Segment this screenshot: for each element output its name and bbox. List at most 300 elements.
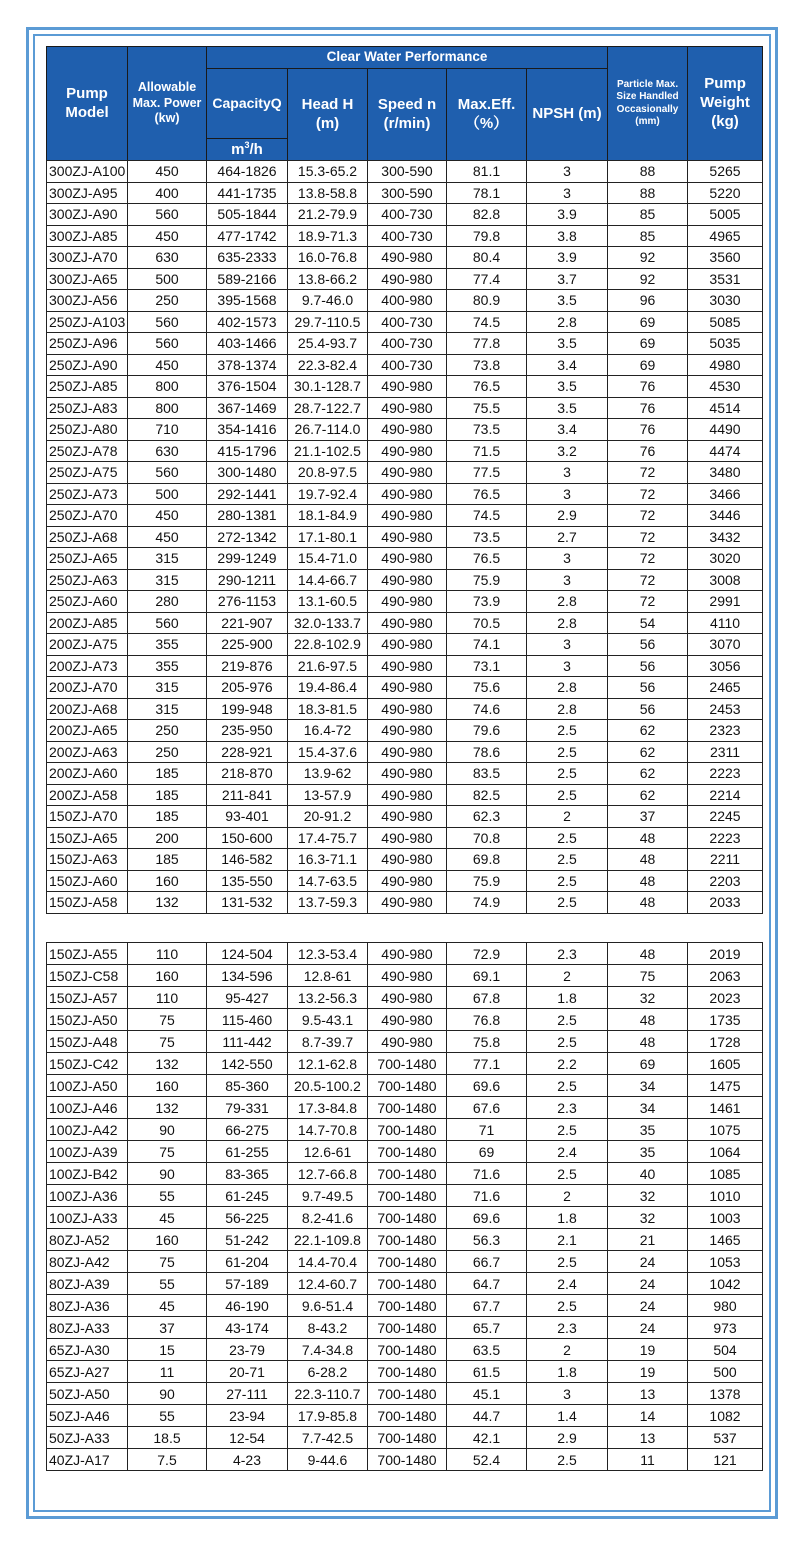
cell-head: 13.9-62 [288,763,368,785]
table-row [47,161,763,183]
cell-model: 40ZJ-A17 [47,1449,128,1471]
cell-npsh: 3.5 [527,397,608,419]
cell-power: 55 [128,1185,207,1207]
cell-capacity: 219-876 [207,655,288,677]
cell-model: 150ZJ-A70 [47,806,128,828]
cell-capacity: 4-23 [207,1449,288,1471]
table-row [47,419,763,441]
header-head: Head H (m) [288,69,368,161]
cell-npsh: 1.8 [527,1207,608,1229]
table-row [47,677,763,699]
cell-head: 32.0-133.7 [288,612,368,634]
cell-npsh: 3.4 [527,354,608,376]
cell-head: 22.8-102.9 [288,634,368,656]
cell-head: 9.5-43.1 [288,1009,368,1031]
cell-head: 16.3-71.1 [288,849,368,871]
cell-capacity: 477-1742 [207,225,288,247]
cell-capacity: 131-532 [207,892,288,914]
cell-weight: 2211 [688,849,763,871]
cell-head: 15.4-71.0 [288,548,368,570]
cell-head: 13.8-58.8 [288,182,368,204]
cell-capacity: 57-189 [207,1273,288,1295]
cell-weight: 1735 [688,1009,763,1031]
cell-head: 17.3-84.8 [288,1097,368,1119]
cell-capacity: 51-242 [207,1229,288,1251]
cell-head: 13.1-60.5 [288,591,368,613]
cell-weight: 504 [688,1339,763,1361]
cell-npsh: 2.4 [527,1141,608,1163]
cell-weight: 2245 [688,806,763,828]
table-row [47,462,763,484]
cell-power: 110 [128,943,207,965]
table-header [46,46,763,161]
cell-capacity: 276-1153 [207,591,288,613]
table-row [47,333,763,355]
cell-model: 200ZJ-A58 [47,784,128,806]
cell-power: 75 [128,1009,207,1031]
cell-npsh: 2.5 [527,827,608,849]
cell-speed: 700-1480 [368,1383,447,1405]
cell-weight: 2063 [688,965,763,987]
cell-power: 250 [128,290,207,312]
cell-particle: 69 [608,311,688,333]
cell-speed: 700-1480 [368,1163,447,1185]
cell-weight: 5005 [688,204,763,226]
cell-capacity: 61-204 [207,1251,288,1273]
cell-speed: 700-1480 [368,1053,447,1075]
cell-power: 185 [128,784,207,806]
cell-weight: 500 [688,1361,763,1383]
cell-capacity: 378-1374 [207,354,288,376]
cell-speed: 700-1480 [368,1207,447,1229]
cell-head: 21.1-102.5 [288,440,368,462]
header-particle-size: Particle Max. Size Handled Occasionally (mm) [608,47,688,161]
cell-particle: 76 [608,419,688,441]
cell-npsh: 2.7 [527,526,608,548]
cell-model: 150ZJ-A55 [47,943,128,965]
table-row [47,943,763,965]
cell-npsh: 2.8 [527,591,608,613]
cell-efficiency: 73.5 [447,419,527,441]
cell-weight: 3531 [688,268,763,290]
cell-model: 200ZJ-A85 [47,612,128,634]
cell-power: 500 [128,268,207,290]
table-row [47,526,763,548]
cell-capacity: 589-2166 [207,268,288,290]
cell-model: 50ZJ-A50 [47,1383,128,1405]
table-row [47,698,763,720]
cell-head: 13-57.9 [288,784,368,806]
cell-npsh: 3.5 [527,290,608,312]
cell-particle: 69 [608,354,688,376]
cell-weight: 3560 [688,247,763,269]
cell-model: 250ZJ-A83 [47,397,128,419]
cell-model: 250ZJ-A96 [47,333,128,355]
cell-capacity: 367-1469 [207,397,288,419]
cell-capacity: 46-190 [207,1295,288,1317]
cell-speed: 490-980 [368,397,447,419]
cell-npsh: 3.5 [527,333,608,355]
table-row [47,548,763,570]
cell-model: 80ZJ-A33 [47,1317,128,1339]
cell-efficiency: 71.5 [447,440,527,462]
cell-model: 300ZJ-A85 [47,225,128,247]
table-row [47,987,763,1009]
cell-model: 80ZJ-A39 [47,1273,128,1295]
cell-weight: 537 [688,1427,763,1449]
cell-model: 250ZJ-A103 [47,311,128,333]
cell-weight: 3466 [688,483,763,505]
cell-weight: 121 [688,1449,763,1471]
cell-weight: 1010 [688,1185,763,1207]
cell-capacity: 27-111 [207,1383,288,1405]
table-row [47,1339,763,1361]
cell-weight: 4110 [688,612,763,634]
cell-weight: 2203 [688,870,763,892]
header-clear-water-performance: Clear Water Performance [207,47,608,69]
cell-model: 50ZJ-A33 [47,1427,128,1449]
cell-speed: 490-980 [368,548,447,570]
table-row [47,505,763,527]
cell-efficiency: 82.8 [447,204,527,226]
cell-npsh: 3 [527,634,608,656]
cell-npsh: 2.5 [527,1251,608,1273]
cell-capacity: 376-1504 [207,376,288,398]
cell-particle: 48 [608,870,688,892]
cell-particle: 34 [608,1097,688,1119]
cell-speed: 490-980 [368,462,447,484]
cell-npsh: 2.5 [527,1009,608,1031]
cell-particle: 72 [608,526,688,548]
cell-capacity: 395-1568 [207,290,288,312]
cell-particle: 19 [608,1361,688,1383]
cell-npsh: 3.5 [527,376,608,398]
cell-particle: 48 [608,849,688,871]
cell-speed: 490-980 [368,440,447,462]
cell-npsh: 2.5 [527,849,608,871]
cell-efficiency: 76.5 [447,376,527,398]
cell-capacity: 205-976 [207,677,288,699]
cell-power: 75 [128,1141,207,1163]
cell-weight: 1728 [688,1031,763,1053]
cell-model: 300ZJ-A95 [47,182,128,204]
cell-efficiency: 79.6 [447,720,527,742]
cell-weight: 1461 [688,1097,763,1119]
cell-particle: 56 [608,634,688,656]
cell-head: 12.6-61 [288,1141,368,1163]
cell-capacity: 83-365 [207,1163,288,1185]
cell-weight: 1082 [688,1405,763,1427]
cell-speed: 490-980 [368,505,447,527]
cell-capacity: 20-71 [207,1361,288,1383]
cell-model: 250ZJ-A65 [47,548,128,570]
cell-weight: 2223 [688,763,763,785]
cell-power: 560 [128,311,207,333]
cell-model: 80ZJ-A42 [47,1251,128,1273]
table-row [47,965,763,987]
table-row [47,1361,763,1383]
cell-weight: 2453 [688,698,763,720]
cell-speed: 490-980 [368,965,447,987]
cell-power: 560 [128,333,207,355]
cell-efficiency: 76.5 [447,483,527,505]
cell-capacity: 61-245 [207,1185,288,1207]
cell-model: 200ZJ-A70 [47,677,128,699]
cell-power: 185 [128,763,207,785]
table-row [47,763,763,785]
cell-head: 12.4-60.7 [288,1273,368,1295]
cell-speed: 490-980 [368,591,447,613]
cell-speed: 490-980 [368,247,447,269]
cell-npsh: 2.9 [527,505,608,527]
cell-capacity: 61-255 [207,1141,288,1163]
cell-npsh: 3 [527,1383,608,1405]
cell-model: 65ZJ-A30 [47,1339,128,1361]
cell-particle: 69 [608,333,688,355]
cell-power: 160 [128,870,207,892]
cell-efficiency: 69.6 [447,1207,527,1229]
table-row [47,1009,763,1031]
cell-capacity: 415-1796 [207,440,288,462]
cell-model: 80ZJ-A36 [47,1295,128,1317]
cell-capacity: 135-550 [207,870,288,892]
cell-npsh: 2 [527,1185,608,1207]
cell-power: 450 [128,354,207,376]
cell-npsh: 3.7 [527,268,608,290]
cell-particle: 88 [608,182,688,204]
cell-weight: 2023 [688,987,763,1009]
cell-efficiency: 81.1 [447,161,527,183]
cell-particle: 21 [608,1229,688,1251]
cell-particle: 72 [608,548,688,570]
cell-npsh: 2.5 [527,1075,608,1097]
table-row [47,1405,763,1427]
cell-speed: 490-980 [368,376,447,398]
cell-model: 150ZJ-A57 [47,987,128,1009]
cell-weight: 1042 [688,1273,763,1295]
cell-particle: 14 [608,1405,688,1427]
cell-efficiency: 64.7 [447,1273,527,1295]
cell-power: 132 [128,1097,207,1119]
cell-efficiency: 75.9 [447,870,527,892]
cell-npsh: 2.5 [527,1449,608,1471]
cell-head: 28.7-122.7 [288,397,368,419]
cell-speed: 490-980 [368,870,447,892]
cell-particle: 92 [608,268,688,290]
table-row [47,1075,763,1097]
cell-speed: 700-1480 [368,1075,447,1097]
cell-head: 9-44.6 [288,1449,368,1471]
cell-capacity: 441-1735 [207,182,288,204]
cell-particle: 48 [608,892,688,914]
cell-npsh: 2.3 [527,1097,608,1119]
cell-speed: 490-980 [368,483,447,505]
cell-efficiency: 77.4 [447,268,527,290]
cell-efficiency: 75.5 [447,397,527,419]
header-speed: Speed n (r/min) [368,69,447,161]
cell-head: 16.0-76.8 [288,247,368,269]
cell-capacity: 354-1416 [207,419,288,441]
cell-head: 14.7-70.8 [288,1119,368,1141]
cell-efficiency: 62.3 [447,806,527,828]
cell-efficiency: 71.6 [447,1163,527,1185]
cell-npsh: 3 [527,569,608,591]
cell-head: 30.1-128.7 [288,376,368,398]
cell-capacity: 199-948 [207,698,288,720]
cell-efficiency: 42.1 [447,1427,527,1449]
cell-capacity: 218-870 [207,763,288,785]
cell-particle: 76 [608,376,688,398]
cell-particle: 72 [608,569,688,591]
table-row [47,1383,763,1405]
cell-speed: 490-980 [368,784,447,806]
cell-particle: 32 [608,1185,688,1207]
cell-power: 560 [128,204,207,226]
cell-power: 560 [128,462,207,484]
cell-capacity: 225-900 [207,634,288,656]
cell-efficiency: 71.6 [447,1185,527,1207]
cell-capacity: 124-504 [207,943,288,965]
cell-model: 150ZJ-C42 [47,1053,128,1075]
cell-npsh: 2.8 [527,698,608,720]
cell-head: 14.7-63.5 [288,870,368,892]
cell-efficiency: 56.3 [447,1229,527,1251]
table-body-section-2 [46,942,763,1471]
cell-speed: 490-980 [368,698,447,720]
cell-model: 300ZJ-A90 [47,204,128,226]
cell-speed: 400-730 [368,311,447,333]
cell-efficiency: 67.6 [447,1097,527,1119]
cell-particle: 62 [608,784,688,806]
cell-head: 20.5-100.2 [288,1075,368,1097]
cell-particle: 37 [608,806,688,828]
cell-efficiency: 80.9 [447,290,527,312]
cell-power: 55 [128,1405,207,1427]
cell-efficiency: 69.6 [447,1075,527,1097]
cell-efficiency: 72.9 [447,943,527,965]
cell-head: 29.7-110.5 [288,311,368,333]
table-row [47,1163,763,1185]
table-row [47,784,763,806]
table-row [47,892,763,914]
cell-head: 21.2-79.9 [288,204,368,226]
cell-head: 13.2-56.3 [288,987,368,1009]
cell-efficiency: 73.1 [447,655,527,677]
table-row [47,1295,763,1317]
cell-speed: 400-730 [368,204,447,226]
cell-model: 250ZJ-A63 [47,569,128,591]
cell-speed: 490-980 [368,741,447,763]
cell-model: 50ZJ-A46 [47,1405,128,1427]
cell-head: 26.7-114.0 [288,419,368,441]
cell-efficiency: 61.5 [447,1361,527,1383]
cell-npsh: 2.5 [527,763,608,785]
cell-head: 15.3-65.2 [288,161,368,183]
cell-npsh: 2.5 [527,784,608,806]
cell-speed: 700-1480 [368,1405,447,1427]
table-body-section-1 [46,160,763,914]
cell-efficiency: 69.8 [447,849,527,871]
cell-weight: 3008 [688,569,763,591]
cell-head: 12.7-66.8 [288,1163,368,1185]
cell-speed: 490-980 [368,677,447,699]
cell-head: 15.4-37.6 [288,741,368,763]
cell-power: 800 [128,397,207,419]
table-row [47,1317,763,1339]
cell-speed: 490-980 [368,806,447,828]
table-row [47,827,763,849]
cell-speed: 700-1480 [368,1141,447,1163]
table-row [47,268,763,290]
cell-weight: 2465 [688,677,763,699]
cell-speed: 490-980 [368,655,447,677]
cell-model: 100ZJ-A42 [47,1119,128,1141]
cell-npsh: 2.5 [527,1119,608,1141]
cell-model: 100ZJ-A50 [47,1075,128,1097]
cell-npsh: 2.1 [527,1229,608,1251]
cell-head: 7.4-34.8 [288,1339,368,1361]
cell-model: 250ZJ-A75 [47,462,128,484]
cell-particle: 48 [608,1031,688,1053]
cell-head: 9.7-49.5 [288,1185,368,1207]
cell-particle: 11 [608,1449,688,1471]
cell-capacity: 464-1826 [207,161,288,183]
cell-efficiency: 45.1 [447,1383,527,1405]
cell-power: 630 [128,440,207,462]
cell-model: 250ZJ-A60 [47,591,128,613]
cell-weight: 3446 [688,505,763,527]
cell-particle: 48 [608,827,688,849]
cell-power: 450 [128,526,207,548]
cell-speed: 700-1480 [368,1229,447,1251]
table-row [47,354,763,376]
cell-model: 80ZJ-A52 [47,1229,128,1251]
cell-efficiency: 74.5 [447,311,527,333]
cell-power: 630 [128,247,207,269]
cell-model: 150ZJ-A65 [47,827,128,849]
cell-particle: 85 [608,225,688,247]
cell-efficiency: 75.8 [447,1031,527,1053]
table-row [47,1053,763,1075]
cell-model: 200ZJ-A60 [47,763,128,785]
cell-efficiency: 77.1 [447,1053,527,1075]
cell-capacity: 290-1211 [207,569,288,591]
cell-speed: 490-980 [368,612,447,634]
cell-power: 75 [128,1251,207,1273]
cell-capacity: 95-427 [207,987,288,1009]
cell-particle: 32 [608,987,688,1009]
cell-head: 8-43.2 [288,1317,368,1339]
cell-model: 200ZJ-A63 [47,741,128,763]
cell-npsh: 2.5 [527,1031,608,1053]
cell-capacity: 635-2333 [207,247,288,269]
cell-power: 450 [128,505,207,527]
header-capacity-unit [207,139,288,161]
cell-power: 185 [128,849,207,871]
cell-particle: 72 [608,505,688,527]
cell-particle: 56 [608,698,688,720]
cell-head: 18.9-71.3 [288,225,368,247]
cell-npsh: 2 [527,806,608,828]
cell-weight: 980 [688,1295,763,1317]
table-row [47,1251,763,1273]
cell-model: 100ZJ-A36 [47,1185,128,1207]
table-row [47,870,763,892]
cell-particle: 24 [608,1317,688,1339]
table-row [47,1031,763,1053]
cell-model: 250ZJ-A80 [47,419,128,441]
cell-particle: 85 [608,204,688,226]
